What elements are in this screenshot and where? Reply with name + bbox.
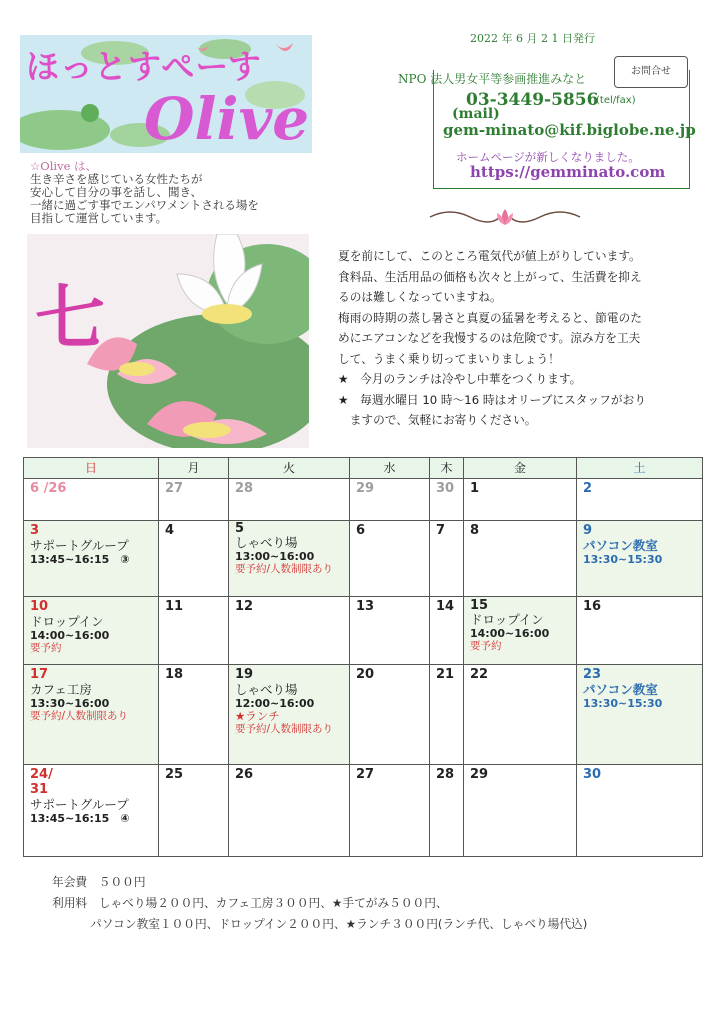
day-number: 2 <box>583 481 593 496</box>
phone-note: (tel/fax) <box>596 95 636 106</box>
day-number: 1 <box>470 481 480 496</box>
weekday-sat: 土 <box>577 458 703 479</box>
day-number: 26 <box>235 767 254 782</box>
calendar-week-2 <box>24 521 703 597</box>
weekday-fri: 金 <box>464 458 577 479</box>
day-number: 5 <box>235 521 245 536</box>
annual-fee: 年会費 ５００円 <box>52 875 146 889</box>
day-number: 19 <box>235 667 254 682</box>
day-number: 6 <box>356 523 366 538</box>
lotus-illustration <box>27 234 309 448</box>
event-time: 14:00~16:00 <box>470 627 550 640</box>
intro-text <box>30 160 259 225</box>
day-number: 8 <box>470 523 480 538</box>
day-cell <box>430 521 464 597</box>
event-note: 要予約/人数制限あり <box>235 563 334 575</box>
fees-section <box>52 872 587 935</box>
day-number: 15 <box>470 598 489 613</box>
day-cell <box>577 597 703 665</box>
event-title: ドロップイン <box>30 614 104 629</box>
event-time: 13:45~16:15 ④ <box>30 812 130 825</box>
calendar-week-5 <box>24 765 703 857</box>
event-time: 13:45~16:15 ③ <box>30 553 130 566</box>
day-number: 27 <box>165 481 184 496</box>
intro-line: 安心して自分の事を話し、聞き、 <box>30 185 203 199</box>
event-title: ドロップイン <box>470 612 544 627</box>
day-cell <box>159 479 229 521</box>
day-number: 30 <box>583 767 602 782</box>
logo-banner <box>20 35 312 153</box>
day-cell <box>430 479 464 521</box>
day-number: 28 <box>436 767 455 782</box>
message-line: 食料品、生活用品の価格も次々と上がって、生活費を抑え <box>338 269 642 284</box>
intro-line: 目指して運営しています。 <box>30 211 168 225</box>
day-number: 25 <box>165 767 184 782</box>
day-number: 24/ <box>30 767 53 782</box>
event-title: パソコン教室 <box>583 682 658 697</box>
calendar-week-1 <box>24 479 703 521</box>
event-title: カフェ工房 <box>30 682 92 697</box>
event-title: サポートグループ <box>30 797 129 812</box>
issue-date: 2022 年 6 月 2 1 日発行 <box>470 32 595 45</box>
event-time: 13:00~16:00 <box>235 550 315 563</box>
day-number: 3 <box>30 523 40 538</box>
day-cell <box>464 521 577 597</box>
email-address: gem-minato@kif.biglobe.ne.jp <box>443 121 696 139</box>
monthly-message <box>338 246 690 431</box>
message-line: 夏を前にして、このところ電気代が値上がりしています。 <box>338 249 641 263</box>
event-time: 13:30~15:30 <box>583 697 663 710</box>
event-time: 12:00~16:00 <box>235 697 315 710</box>
day-cell-event <box>577 521 703 597</box>
event-note: 要予約/人数制限あり <box>235 723 334 735</box>
event-title: サポートグループ <box>30 538 129 553</box>
day-cell <box>430 765 464 857</box>
day-number: 21 <box>436 667 455 682</box>
message-line: ますので、気軽にお寄りください。 <box>338 413 537 427</box>
day-number: 13 <box>356 599 375 614</box>
day-cell-event <box>229 665 350 765</box>
intro-line: 一緒に過ごす事でエンパワメントされる場を <box>30 198 259 212</box>
day-cell <box>229 597 350 665</box>
day-number: 30 <box>436 481 455 496</box>
day-cell <box>350 765 430 857</box>
homepage-note: ホームページが新しくなりました。 <box>456 150 640 164</box>
day-cell-event <box>577 665 703 765</box>
day-number: 27 <box>356 767 375 782</box>
intro-line: 生き辛さを感じている女性たちが <box>30 172 203 186</box>
event-time: 14:00~16:00 <box>30 629 110 642</box>
day-number: 6 /26 <box>30 481 67 496</box>
message-line: して、うまく乗り切ってまいりましょう！ <box>338 351 560 366</box>
event-note: 要予約/人数制限あり <box>30 710 129 722</box>
homepage-link[interactable]: https://gemminato.com <box>470 163 666 181</box>
weekday-sun: 日 <box>24 458 159 479</box>
logo-brand: Olive <box>144 85 310 153</box>
day-number: 18 <box>165 667 184 682</box>
day-number: 22 <box>470 667 489 682</box>
event-calendar <box>23 457 703 857</box>
weekday-tue: 火 <box>229 458 350 479</box>
weekday-mon: 月 <box>159 458 229 479</box>
day-cell <box>159 597 229 665</box>
lotus-divider-icon <box>425 205 585 229</box>
phone-number: 03-3449-5856 <box>466 90 599 110</box>
day-cell <box>229 479 350 521</box>
day-number: 17 <box>30 667 49 682</box>
day-number: 20 <box>356 667 375 682</box>
event-title: しゃべり場 <box>235 682 298 697</box>
mail-label: (mail) <box>452 106 500 122</box>
day-cell <box>430 665 464 765</box>
event-time: 13:30~16:00 <box>30 697 110 710</box>
day-number: 23 <box>583 667 602 682</box>
day-cell <box>464 479 577 521</box>
day-number-2: 31 <box>30 782 49 797</box>
day-cell <box>159 665 229 765</box>
message-line: るのは難しくなっていますね。 <box>338 290 502 304</box>
message-line: ★ 毎週水曜日 10 時～16 時はオリーブにスタッフがおり <box>338 392 646 407</box>
day-number: 10 <box>30 599 49 614</box>
day-number: 11 <box>165 599 184 614</box>
day-cell-event <box>229 521 350 597</box>
message-line: めにエアコンなどを我慢するのは危険です。涼み方を工夫 <box>338 331 641 345</box>
day-cell <box>350 479 430 521</box>
day-cell <box>159 765 229 857</box>
organization-name: NPO 法人男女平等参画推進みなと <box>398 72 587 86</box>
event-title: しゃべり場 <box>235 535 298 550</box>
day-cell-event <box>24 597 159 665</box>
day-number: 7 <box>436 523 446 538</box>
calendar-week-4 <box>24 665 703 765</box>
day-number: 16 <box>583 599 602 614</box>
usage-fee-line-1: 利用料 しゃべり場２００円、カフェ工房３００円、★手てがみ５００円、 <box>52 896 448 910</box>
weekday-header-row <box>24 458 703 479</box>
day-cell <box>464 665 577 765</box>
day-number: 29 <box>356 481 375 496</box>
calendar-week-3 <box>24 597 703 665</box>
day-cell-event <box>24 765 159 857</box>
logo-title: ほっとすぺーす <box>26 47 262 86</box>
event-lunch: ★ランチ <box>235 709 280 723</box>
day-cell <box>159 521 229 597</box>
message-line: 梅雨の時期の蒸し暑さと真夏の猛暑を考えると、節電のた <box>338 310 642 325</box>
month-character: 七 <box>35 277 105 359</box>
day-number: 14 <box>436 599 455 614</box>
day-cell-event <box>24 665 159 765</box>
day-number: 12 <box>235 599 254 614</box>
message-line: ★ 今月のランチは冷やし中華をつくります。 <box>338 372 582 386</box>
event-title: パソコン教室 <box>583 538 658 553</box>
day-cell-event <box>464 597 577 665</box>
day-cell <box>24 479 159 521</box>
intro-line: ☆Olive は、 <box>30 159 98 173</box>
day-cell <box>350 597 430 665</box>
event-note: 要予約 <box>470 640 502 652</box>
weekday-thu: 木 <box>430 458 464 479</box>
day-cell <box>577 479 703 521</box>
day-number: 29 <box>470 767 489 782</box>
day-cell <box>430 597 464 665</box>
usage-fee-line-2: パソコン教室１００円、ドロップイン２００円、★ランチ３００円(ランチ代、しゃべり場代込) <box>90 917 588 931</box>
day-cell-event <box>24 521 159 597</box>
inquiry-scroll-label: お問合せ <box>614 56 688 88</box>
day-cell <box>229 765 350 857</box>
day-number: 4 <box>165 523 175 538</box>
weekday-wed: 水 <box>350 458 430 479</box>
day-cell <box>577 765 703 857</box>
event-note: 要予約 <box>30 642 62 654</box>
day-cell <box>350 665 430 765</box>
day-number: 9 <box>583 523 593 538</box>
event-time: 13:30~15:30 <box>583 553 663 566</box>
day-cell <box>350 521 430 597</box>
day-number: 28 <box>235 481 254 496</box>
day-cell <box>464 765 577 857</box>
